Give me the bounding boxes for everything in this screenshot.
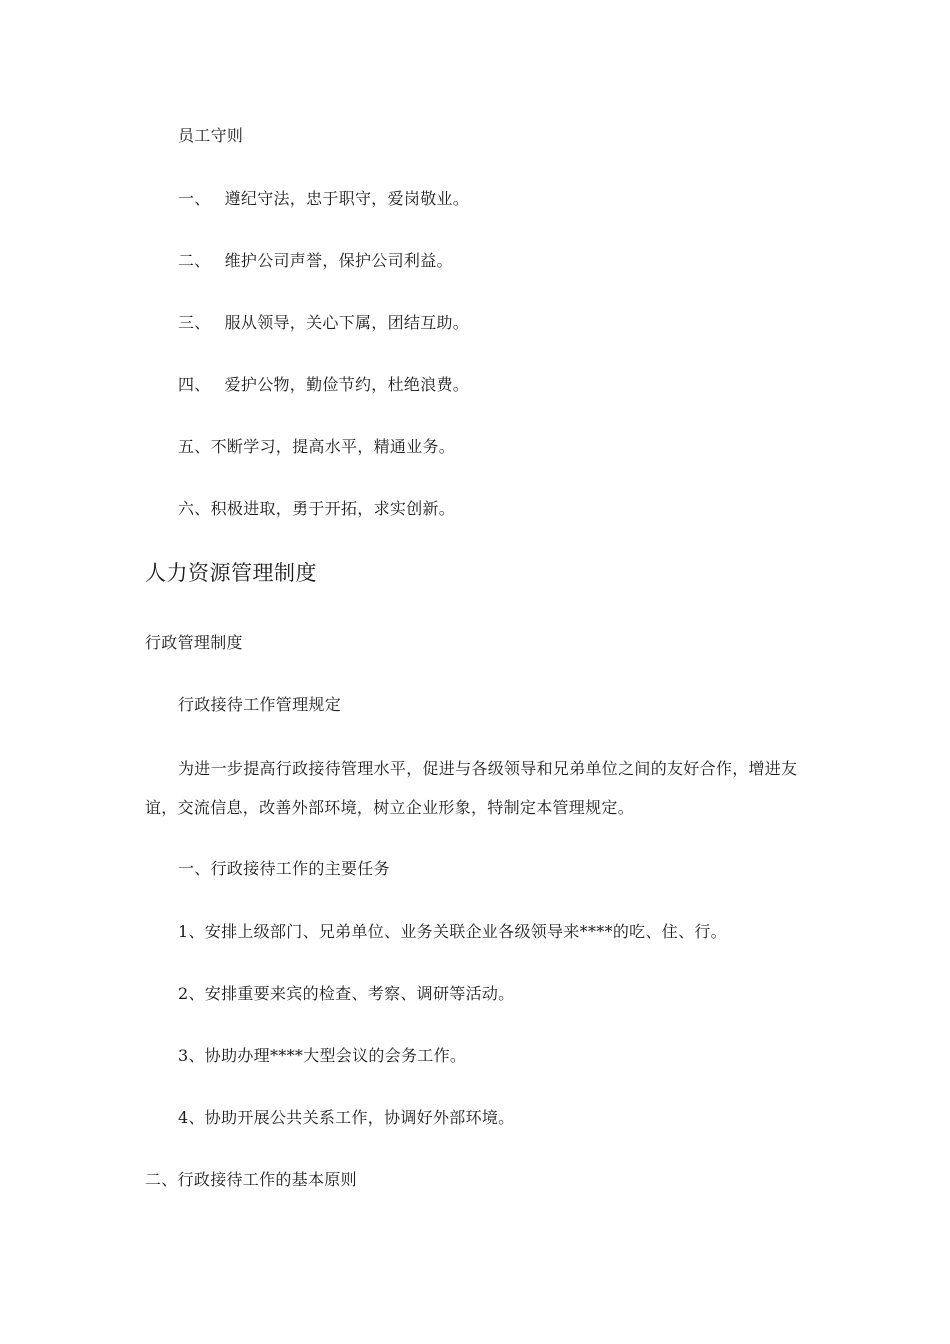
rule-number: 四、 — [178, 375, 211, 394]
code-of-conduct-title: 员工守则 — [178, 126, 244, 145]
rule-number: 三、 — [178, 313, 211, 332]
rule-item — [178, 313, 469, 333]
rule-item — [178, 251, 453, 271]
rule-item — [178, 437, 455, 457]
task-item: 4、协助开展公共关系工作，协调好外部环境。 — [178, 1108, 515, 1127]
rule-item — [178, 375, 469, 395]
rule-text: 不断学习，提高水平，精通业务。 — [210, 437, 456, 456]
task-item: 3、协助办理****大型会议的会务工作。 — [178, 1046, 467, 1065]
task-item: 2、安排重要来宾的检查、考察、调研等活动。 — [178, 984, 515, 1003]
rule-text: 遵纪守法，忠于职守，爱岗敬业。 — [224, 189, 470, 208]
section-1-title: 一、行政接待工作的主要任务 — [178, 859, 390, 878]
rule-text: 积极进取，勇于开拓，求实创新。 — [210, 499, 456, 518]
admin-section-heading: 行政管理制度 — [145, 633, 243, 652]
rule-item — [178, 499, 455, 519]
rule-number: 二、 — [178, 251, 211, 270]
rule-number: 五、 — [178, 437, 211, 456]
reception-rules-title: 行政接待工作管理规定 — [178, 695, 342, 714]
intro-paragraph-line-1: 为进一步提高行政接待管理水平，促进与各级领导和兄弟单位之间的友好合作，增进友 — [178, 759, 798, 778]
rule-number: 一、 — [178, 189, 211, 208]
hr-section-heading: 人力资源管理制度 — [145, 561, 317, 585]
intro-paragraph-line-2: 谊，交流信息，改善外部环境，树立企业形象，特制定本管理规定。 — [145, 798, 635, 817]
rule-item — [178, 189, 469, 209]
rule-text: 维护公司声誉，保护公司利益。 — [224, 251, 453, 270]
task-item: 1、安排上级部门、兄弟单位、业务关联企业各级领导来****的吃、住、行。 — [178, 922, 727, 941]
rule-text: 爱护公物，勤俭节约，杜绝浪费。 — [224, 375, 470, 394]
section-2-title: 二、行政接待工作的基本原则 — [145, 1170, 357, 1189]
rule-text: 服从领导，关心下属，团结互助。 — [224, 313, 470, 332]
rule-number: 六、 — [178, 499, 211, 518]
